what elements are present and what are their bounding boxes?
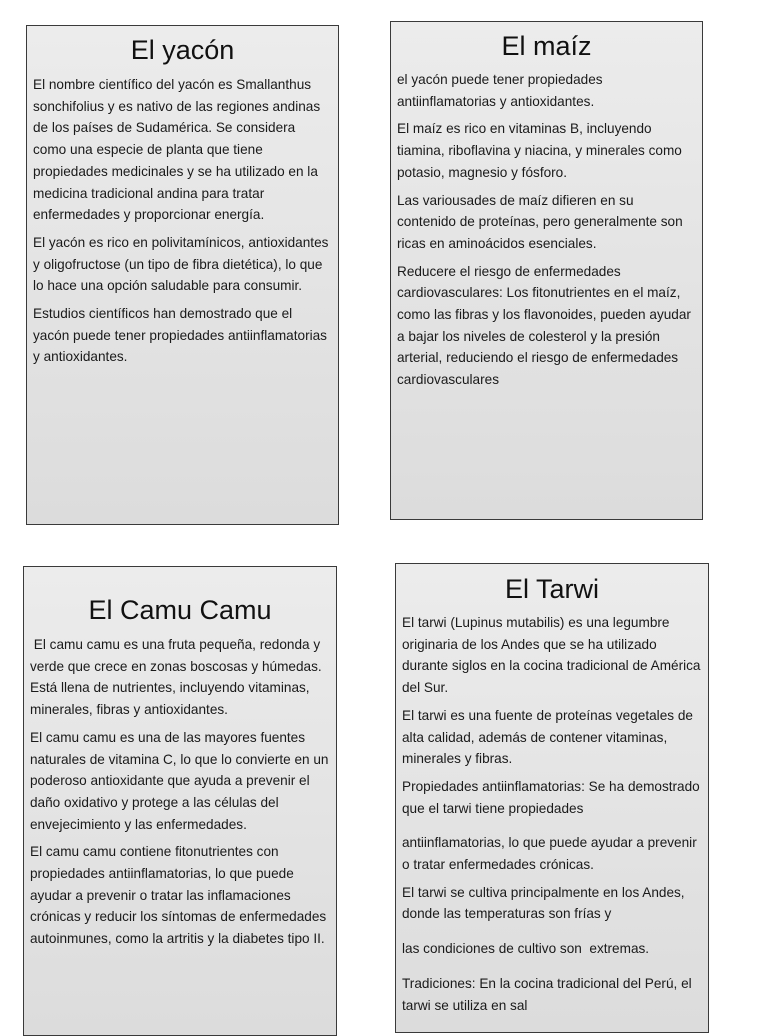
card-title: El yacón [130, 35, 235, 65]
paragraph: El camu camu contiene fitonutrientes con propiedades antiinflamatorias, lo que puede ayudar a prevenir o tratar las inflamaciones crónicas y reducir los síntomas de enfermedades autoinmunes, como la artritis y la diabetes tipo II. [30, 844, 327, 947]
paragraph: el yacón puede tener propiedades antiinflamatorias y antioxidantes. [397, 72, 603, 109]
card-title: El Tarwi [504, 574, 600, 604]
paragraph: El tarwi (Lupinus mutabilis) es una legumbre originaria de los Andes que se ha utilizado durante siglos en la cocina tradicional de América del Sur. [402, 615, 701, 696]
card-tarwi [395, 563, 709, 1033]
paragraph: Estudios científicos han demostrado que el yacón puede tener propiedades antiinflamatorias y antioxidantes. [33, 306, 327, 365]
card-yacon [26, 25, 339, 525]
paragraph: El maíz es rico en vitaminas B, incluyendo tiamina, riboflavina y niacina, y minerales como potasio, magnesio y fósforo. [397, 121, 682, 180]
paragraph: El camu camu es una de las mayores fuentes naturales de vitamina C, lo que lo convierte en un poderoso antioxidante que ayuda a prevenir el daño oxidativo y protege a las células del envejecimiento y las enfermedades. [30, 729, 329, 832]
paragraph: antiinflamatorias, lo que puede ayudar a prevenir o tratar enfermedades crónicas. [402, 835, 697, 873]
paragraph: El camu camu es una fruta pequeña, redonda y verde que crece en zonas boscosas y húmedas. Está llena de nutrientes, incluyendo vitaminas, minerales, fibras y antioxidantes. [30, 637, 326, 718]
paragraph: El tarwi es una fuente de proteínas vegetales de alta calidad, además de contener vitaminas, minerales y fibras. [402, 707, 693, 767]
paragraph: El tarwi se cultiva principalmente en los Andes, donde las temperaturas son frías y [402, 884, 685, 922]
paragraph: Propiedades antiinflamatorias: Se ha demostrado que el tarwi tiene propiedades [402, 778, 700, 816]
paragraph: Reducere el riesgo de enfermedades cardiovasculares: Los fitonutrientes en el maíz, como las fibras y los flavonoides, pueden ayudar a bajar los niveles de colesterol y la presión arterial, reduciendo el riesgo de enfermedades cardiovasculares [397, 263, 691, 388]
card-camu-camu [23, 566, 337, 1036]
paragraph: El nombre científico del yacón es Smallanthus sonchifolius y es nativo de las regiones andinas de los países de Sudamérica. Se considera como una especie de planta que tiene propiedades medicinales y se ha utilizado en la medicina tradicional andina para tratar enfermedades y proporcionar energía. [33, 77, 321, 223]
card-maiz [390, 21, 703, 520]
card-title: El Camu Camu [88, 595, 272, 625]
paragraph: Las variousades de maíz difieren en su contenido de proteínas, pero generalmente son ricas en aminoácidos esenciales. [397, 192, 683, 251]
card-title: El maíz [501, 31, 592, 61]
paragraph: las condiciones de cultivo son extremas. [402, 941, 650, 957]
paragraph: Tradiciones: En la cocina tradicional del Perú, el tarwi se utiliza en sal [402, 975, 692, 1013]
paragraph: El yacón es rico en polivitamínicos, antioxidantes y oligofructose (un tipo de fibra dietética), lo que lo hace una opción saludable para consumir. [33, 234, 329, 294]
